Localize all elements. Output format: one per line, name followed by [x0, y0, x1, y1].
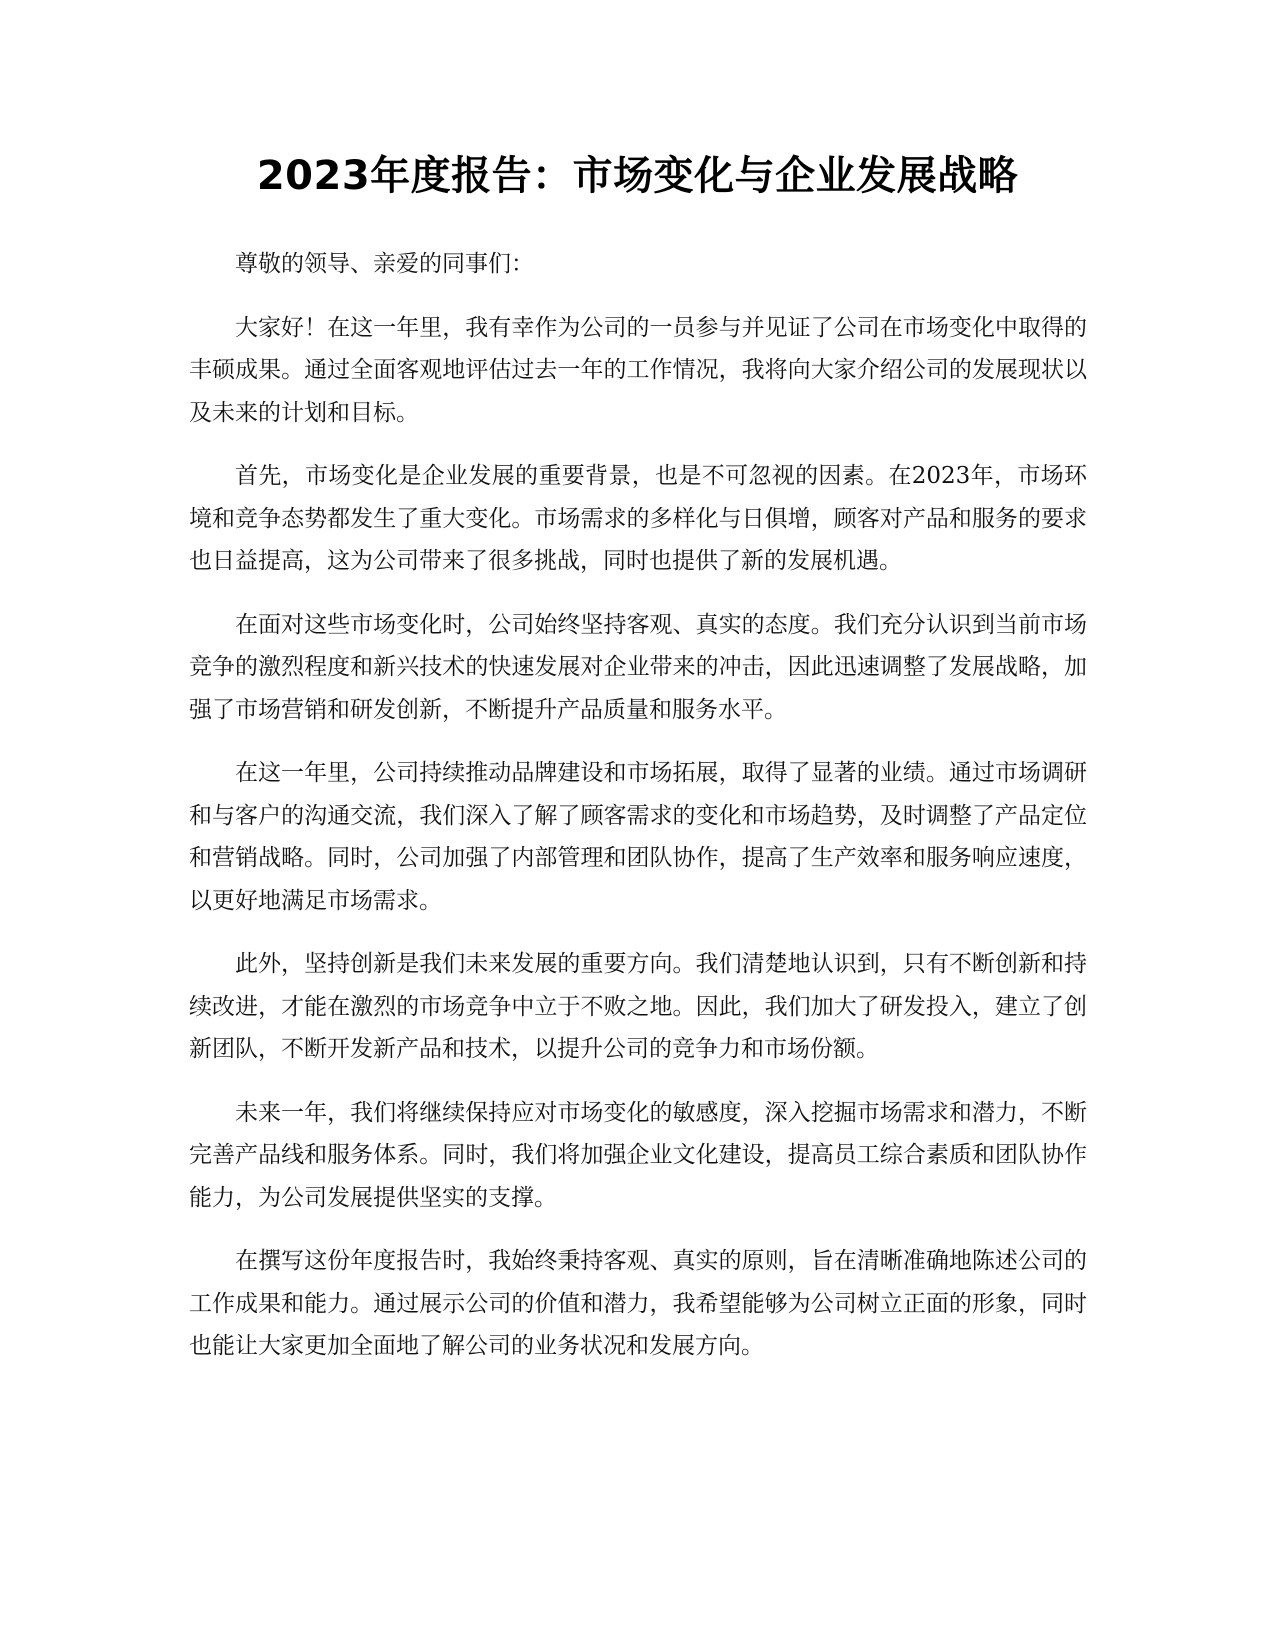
paragraph-innovation: 此外，坚持创新是我们未来发展的重要方向。我们清楚地认识到，只有不断创新和持续改进，才能在激烈的市场竞争中立于不败之地。因此，我们加大了研发投入，建立了创新团队，不断开发新产品和技术，以提升公司的竞争力和市场份额。: [189, 951, 1087, 1062]
paragraph-brand-building: 在这一年里，公司持续推动品牌建设和市场拓展，取得了显著的业绩。通过市场调研和与客户的沟通交流，我们深入了解了顾客需求的变化和市场趋势，及时调整了产品定位和营销战略。同时，公司加强了内部管理和团队协作，提高了生产效率和服务响应速度，以更好地满足市场需求。: [189, 760, 1087, 914]
paragraph-greeting: 大家好！在这一年里，我有幸作为公司的一员参与并见证了公司在市场变化中取得的丰硕成果。通过全面客观地评估过去一年的工作情况，我将向大家介绍公司的发展现状以及未来的计划和目标。: [189, 314, 1087, 426]
paragraph-future-plan: 未来一年，我们将继续保持应对市场变化的敏感度，深入挖掘市场需求和潜力，不断完善产品线和服务体系。同时，我们将加强企业文化建设，提高员工综合素质和团队协作能力，为公司发展提供坚实的支撑。: [189, 1099, 1087, 1211]
document-body: [189, 243, 1087, 1389]
paragraph-closing: 在撰写这份年度报告时，我始终秉持客观、真实的原则，旨在清晰准确地陈述公司的工作成果和能力。通过展示公司的价值和潜力，我希望能够为公司树立正面的形象，同时也能让大家更加全面地了解公司的业务状况和发展方向。: [189, 1248, 1087, 1359]
paragraph-salutation: 尊敬的领导、亲爱的同事们：: [235, 251, 534, 277]
paragraph-market-change: 首先，市场变化是企业发展的重要背景，也是不可忽视的因素。在2023年，市场环境和竞争态势都发生了重大变化。市场需求的多样化与日俱增，顾客对产品和服务的要求也日益提高，这为公司带来了很多挑战，同时也提供了新的发展机遇。: [189, 463, 1087, 574]
document-title: 2023年度报告：市场变化与企业发展战略: [256, 153, 1019, 199]
paragraph-response: 在面对这些市场变化时，公司始终坚持客观、真实的态度。我们充分认识到当前市场竞争的激烈程度和新兴技术的快速发展对企业带来的冲击，因此迅速调整了发展战略，加强了市场营销和研发创新，不断提升产品质量和服务水平。: [189, 611, 1087, 723]
